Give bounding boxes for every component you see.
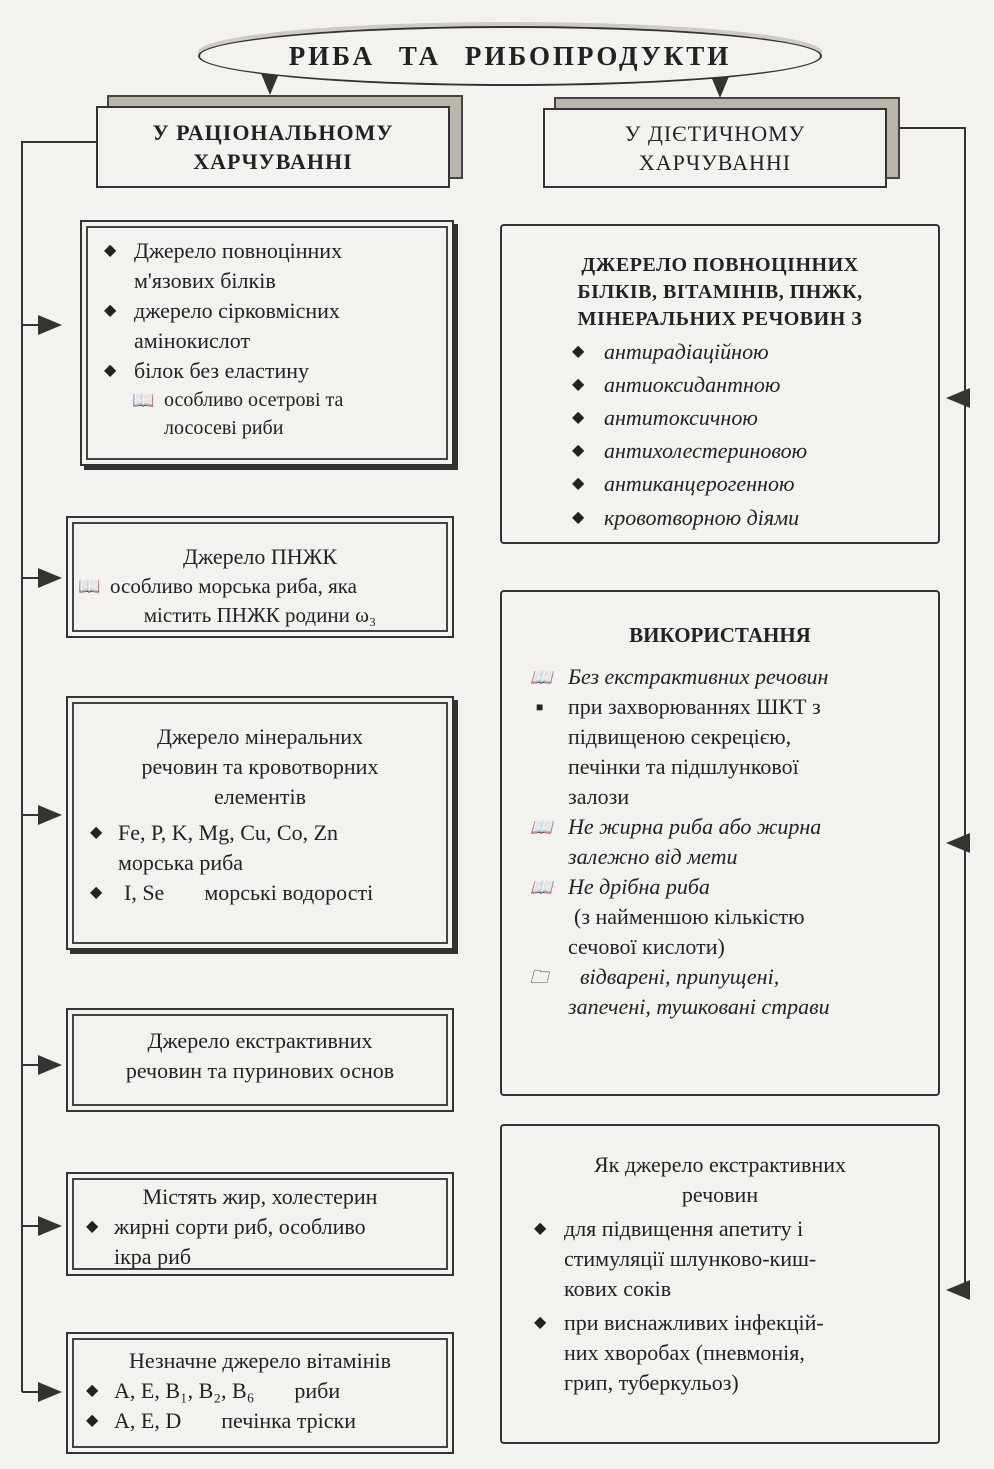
right-header: У ДІЄТИЧНОМУ ХАРЧУВАННІ [543, 108, 887, 188]
bullet-icon: ◆ [534, 1314, 547, 1331]
bullet-icon: ◆ [572, 343, 585, 360]
bullet-icon: ◆ [534, 1220, 547, 1237]
bullet-icon: ◆ [572, 376, 585, 393]
bullet-icon: ◆ [572, 442, 585, 459]
box-vitamins: Незначне джерело вітамінів ◆ A, E, B₁, B₂, B₆ риби ◆ A, E, D печінка тріски [66, 1332, 454, 1454]
bullet-icon: ◆ [86, 1218, 99, 1235]
bullet-icon: ◆ [90, 884, 103, 901]
left-header: У РАЦІОНАЛЬНОМУ ХАРЧУВАННІ [96, 106, 450, 188]
box-usage: ВИКОРИСТАННЯ 📖 Без екстрактивних речовин ■ при захворюваннях ШКТ з підвищеною секрецією, печінки та підшлункової залози 📖 Не жирна риба або жирна залежно від мети 📖 Не дрібна риба (з найменшою кількістю сечової кислоти) 🗀 відварені, припущені, запечені, тушковані страви [500, 590, 940, 1096]
book-icon: 📖 [132, 390, 155, 410]
box-dietary-source: ДЖЕРЕЛО ПОВНОЦІННИХ БІЛКІВ, ВІТАМІНІВ, ПНЖК, МІНЕРАЛЬНИХ РЕЧОВИН З ◆ антирадіаційною ◆ антиоксидантною ◆ антитоксичною ◆ антихолестериновою ◆ антиканцерогенною ◆ кровотворною діями [500, 224, 940, 544]
bullet-icon: ◆ [104, 302, 117, 319]
book-icon: 📖 [530, 817, 553, 837]
folder-icon: 🗀 [530, 967, 548, 987]
box-minerals: Джерело мінеральних речовин та кровотворних елементів ◆ Fe, P, K, Mg, Cu, Co, Zn морська риба ◆ I, Se морські водорості [66, 696, 454, 950]
box-extractives: Джерело екстрактивних речовин та пуринових основ [66, 1008, 454, 1112]
bullet-icon: ◆ [572, 509, 585, 526]
bullet-icon: ◆ [104, 362, 117, 379]
bullet-icon: ◆ [104, 242, 117, 259]
bullet-icon: ■ [536, 700, 544, 714]
bullet-icon: ◆ [86, 1412, 99, 1429]
box-full-proteins: ◆ Джерело повноцінних м'язових білків ◆ джерело сірковмісних амінокислот ◆ білок без еластину 📖 особливо осетрові та лососеві риби [80, 220, 454, 466]
book-icon: 📖 [530, 877, 553, 897]
bullet-icon: ◆ [86, 1382, 99, 1399]
bullet-icon: ◆ [572, 409, 585, 426]
diagram-title: РИБА ТА РИБОПРОДУКТИ [198, 26, 822, 86]
book-icon: 📖 [530, 667, 553, 687]
bullet-icon: ◆ [90, 824, 103, 841]
box-fat: Містять жир, холестерин ◆ жирні сорти риб, особливо ікра риб [66, 1172, 454, 1276]
box-extractive-source: Як джерело екстрактивних речовин ◆ для підвищення апетиту і стимуляції шлунково-киш- кових соків ◆ при виснажливих інфекцій- них хворобах (пневмонія, грип, туберкульоз) [500, 1124, 940, 1444]
book-icon: 📖 [78, 576, 101, 596]
bullet-icon: ◆ [572, 475, 585, 492]
box-pufa: Джерело ПНЖК 📖 особливо морська риба, яка містить ПНЖК родини ω₃ [66, 516, 454, 638]
